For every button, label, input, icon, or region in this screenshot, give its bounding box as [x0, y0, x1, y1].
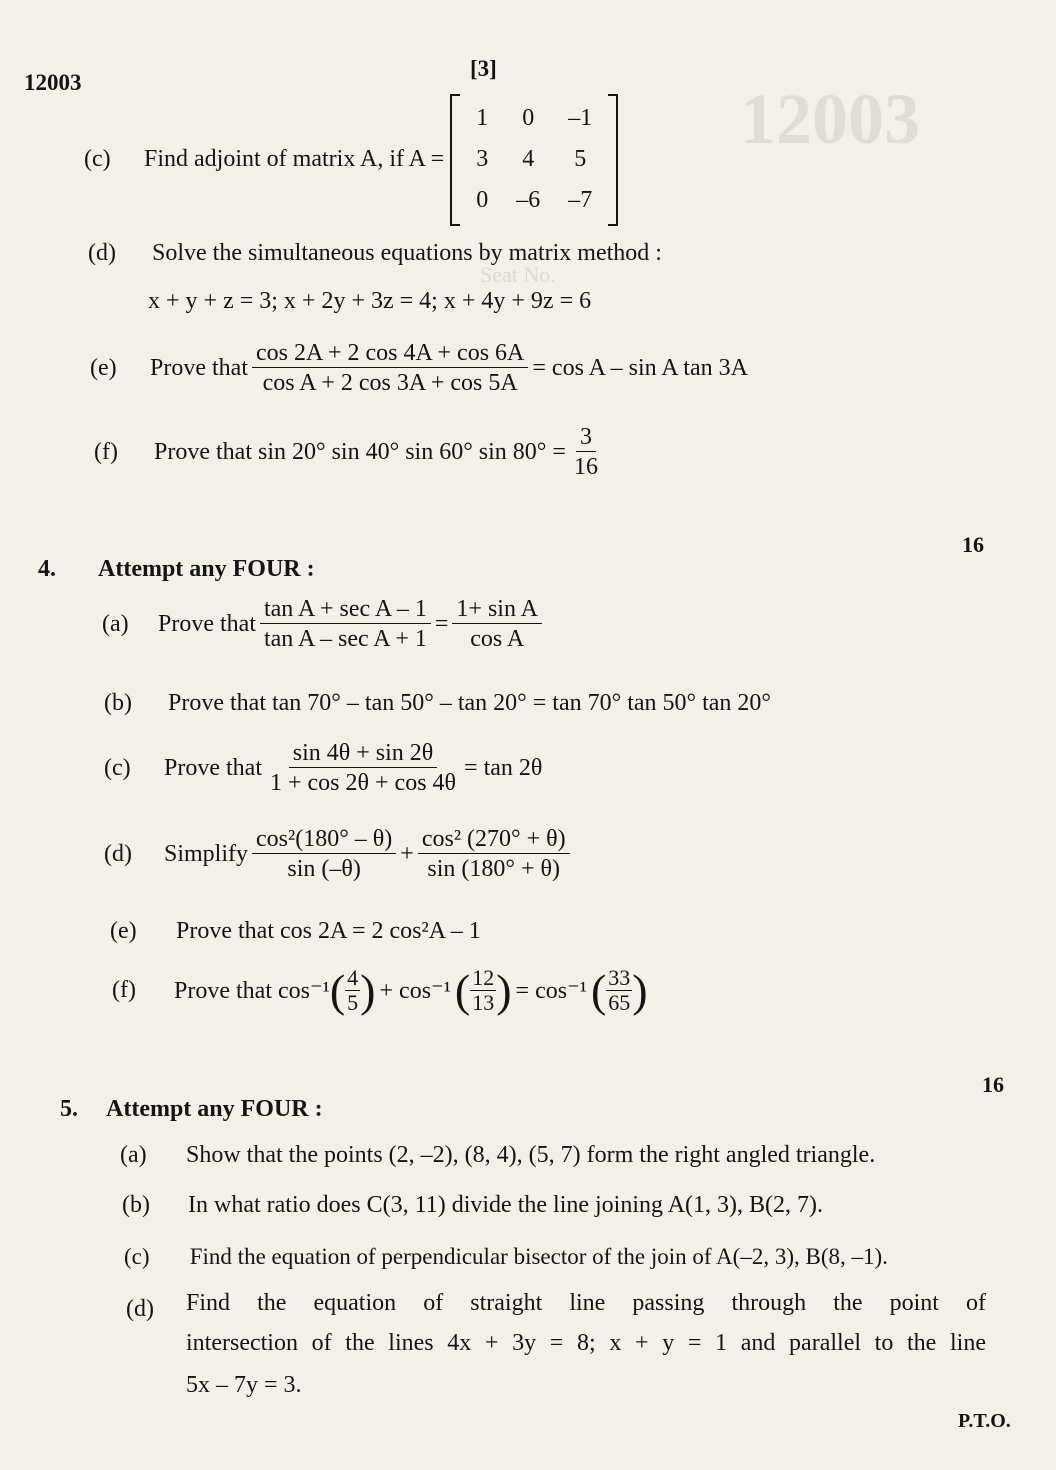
- show-through-code: 12003: [740, 79, 920, 159]
- matrix-cell: –6: [516, 187, 541, 214]
- q4a: [102, 596, 546, 653]
- q4d-num1: cos²(180° – θ): [252, 826, 396, 854]
- paren-open: (: [454, 964, 471, 1016]
- matrix-a: [450, 98, 618, 222]
- q4-number: 4.: [38, 556, 56, 582]
- q4f-f1d: 5: [347, 990, 359, 1016]
- q4d-label: (d): [104, 840, 132, 867]
- paren-open: (: [590, 964, 607, 1016]
- q4a-equals: =: [434, 610, 449, 637]
- q5d-line1: Find the equation of straight line passing through the point of: [186, 1290, 986, 1316]
- q3c-text: Find adjoint of matrix A, if A =: [144, 146, 445, 173]
- q4f-f1n: 4: [347, 965, 359, 990]
- q4f: [112, 966, 648, 1015]
- show-through-seat: Seat No.: [480, 262, 556, 287]
- q5c-label: (c): [124, 1244, 150, 1269]
- q4f-f2n: 12: [472, 965, 495, 990]
- paren-open: (: [329, 964, 346, 1016]
- q4d-fraction-2: [418, 826, 570, 883]
- q5d: [126, 1296, 168, 1323]
- matrix-cell: 4: [522, 146, 535, 173]
- q3f-den: 16: [573, 454, 598, 481]
- q4b-text: Prove that tan 70° – tan 50° – tan 20° = tan 70° tan 50° tan 20°: [168, 690, 772, 716]
- q3f-prefix: Prove that sin 20° sin 40° sin 60° sin 80° =: [154, 438, 566, 465]
- q5b: [122, 1192, 823, 1219]
- q4a-den1: tan A – sec A + 1: [263, 626, 427, 653]
- q3d: [88, 240, 662, 267]
- q4d-plus: +: [400, 840, 414, 867]
- q3e-num: cos 2A + 2 cos 4A + cos 6A: [252, 340, 528, 368]
- q4f-f3n: 33: [608, 965, 631, 990]
- q4f-prefix: Prove that cos⁻¹: [174, 978, 330, 1005]
- q3e-den: cos A + 2 cos 3A + cos 5A: [262, 370, 518, 397]
- q4c-num: sin 4θ + sin 2θ: [289, 740, 438, 768]
- matrix-cell: 5: [574, 146, 587, 173]
- q4e: [110, 918, 481, 945]
- matrix-cell: 0: [522, 105, 535, 131]
- q3f-fraction: [570, 424, 602, 481]
- matrix-cell: 1: [476, 105, 489, 131]
- q4d-num2: cos² (270° + θ): [418, 826, 570, 854]
- q3f: [94, 424, 606, 481]
- q4f-fraction-1: [345, 966, 360, 1015]
- q4e-label: (e): [110, 918, 137, 944]
- q4d-den1: sin (–θ): [287, 856, 361, 883]
- q4b: [104, 690, 771, 717]
- q4a-num1: tan A + sec A – 1: [260, 596, 431, 624]
- q4f-mid2: = cos⁻¹: [515, 978, 587, 1005]
- q3e-label: (e): [90, 354, 117, 381]
- q4-heading: [38, 556, 315, 583]
- q5d-label: (d): [126, 1296, 154, 1322]
- q5b-label: (b): [122, 1192, 150, 1218]
- q4f-f3d: 65: [608, 990, 631, 1016]
- q3e: [90, 340, 748, 397]
- q3c-label: (c): [84, 146, 111, 173]
- paren-close: ): [496, 964, 512, 1016]
- q4c: [104, 740, 542, 797]
- q3f-num: 3: [576, 424, 596, 452]
- q3f-label: (f): [94, 438, 118, 465]
- q4a-label: (a): [102, 610, 129, 637]
- q3e-rhs: = cos A – sin A tan 3A: [532, 354, 748, 381]
- paren-close: ): [360, 964, 376, 1016]
- q3d-equations: x + y + z = 3; x + 2y + 3z = 4; x + 4y + 9z = 6: [148, 288, 592, 314]
- q4f-fraction-2: [470, 966, 496, 1015]
- q3e-fraction: [252, 340, 528, 397]
- q3d-label: (d): [88, 240, 116, 266]
- q5d-line2: intersection of the lines 4x + 3y = 8; x + y = 1 and parallel to the line: [186, 1330, 986, 1356]
- q4d-prefix: Simplify: [164, 840, 249, 867]
- pto-label: P.T.O.: [958, 1410, 1011, 1432]
- paper-code: 12003: [24, 70, 82, 95]
- q4c-fraction: [266, 740, 460, 797]
- q4c-label: (c): [104, 754, 131, 781]
- paren-close: ): [632, 964, 648, 1016]
- q4f-f2d: 13: [472, 990, 495, 1016]
- q5a: [120, 1142, 875, 1169]
- q3d-text: Solve the simultaneous equations by matrix method :: [152, 240, 662, 266]
- page-number: [3]: [470, 56, 497, 81]
- q4a-fraction-right: [452, 596, 542, 653]
- q5-heading: [60, 1096, 323, 1123]
- q5c: [124, 1244, 888, 1270]
- q5-title: Attempt any FOUR :: [106, 1096, 323, 1122]
- q4c-den: 1 + cos 2θ + cos 4θ: [269, 770, 457, 797]
- q4-marks: 16: [982, 1072, 1004, 1097]
- q4f-mid: + cos⁻¹: [379, 978, 451, 1005]
- q4d: [104, 826, 574, 883]
- q4a-num2: 1+ sin A: [452, 596, 542, 624]
- q5c-text: Find the equation of perpendicular bisector of the join of A(–2, 3), B(8, –1).: [189, 1244, 888, 1269]
- matrix-cell: –1: [568, 105, 593, 131]
- q5d-line3: 5x – 7y = 3.: [186, 1372, 302, 1398]
- q3e-prefix: Prove that: [150, 354, 248, 381]
- matrix-cell: –7: [568, 187, 593, 214]
- q5b-text: In what ratio does C(3, 11) divide the line joining A(1, 3), B(2, 7).: [188, 1192, 824, 1218]
- q5-number: 5.: [60, 1096, 78, 1122]
- q5a-text: Show that the points (2, –2), (8, 4), (5, 7) form the right angled triangle.: [186, 1142, 876, 1168]
- q4d-den2: sin (180° + θ): [427, 856, 561, 883]
- q4f-fraction-3: [606, 966, 632, 1015]
- q4e-text: Prove that cos 2A = 2 cos²A – 1: [176, 918, 481, 944]
- q4a-fraction-left: [260, 596, 431, 653]
- matrix-cell: 0: [476, 187, 489, 214]
- q3c: [84, 98, 618, 222]
- q4b-label: (b): [104, 690, 132, 716]
- q5a-label: (a): [120, 1142, 147, 1168]
- matrix-cell: 3: [476, 146, 489, 173]
- q4a-den2: cos A: [470, 626, 525, 653]
- q4-title: Attempt any FOUR :: [98, 556, 315, 582]
- q3-marks: 16: [962, 532, 984, 557]
- q4a-prefix: Prove that: [158, 610, 256, 637]
- q4d-fraction-1: [252, 826, 396, 883]
- q4c-rhs: = tan 2θ: [464, 754, 543, 781]
- q4f-label: (f): [112, 977, 136, 1004]
- q4c-prefix: Prove that: [164, 754, 262, 781]
